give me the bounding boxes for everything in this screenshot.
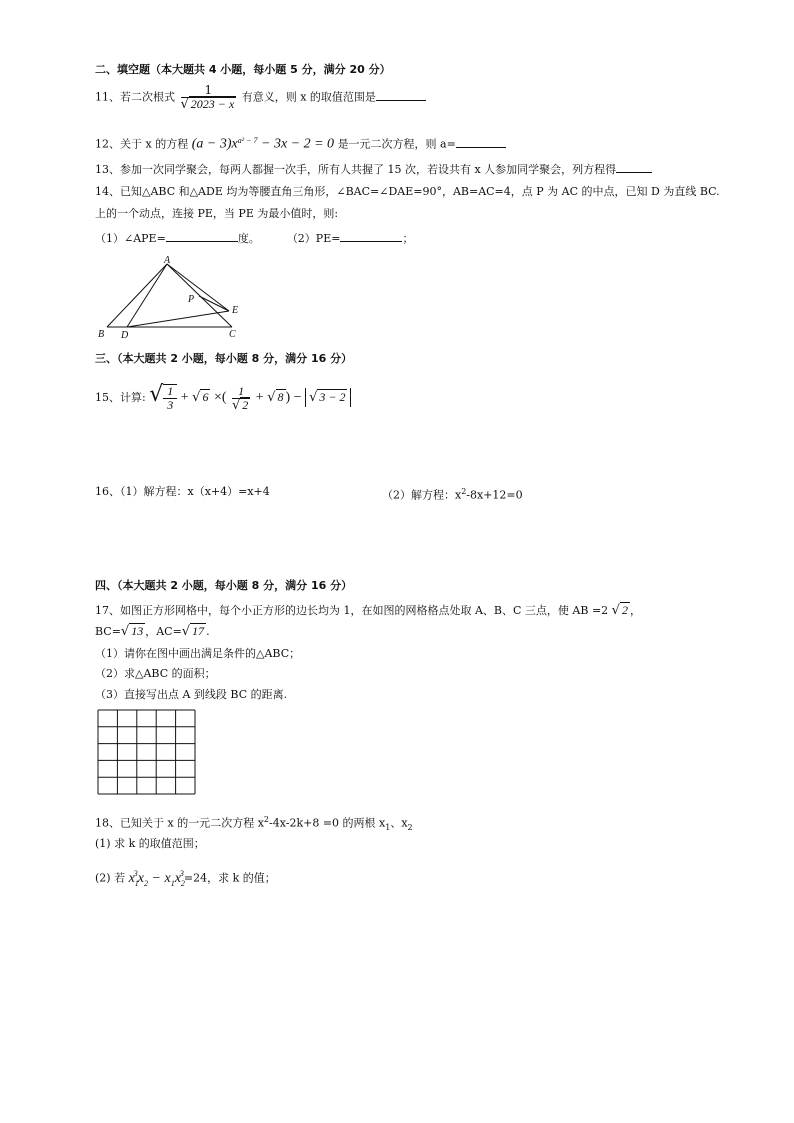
q15-sqrt-six: √ 6 — [192, 390, 209, 405]
segment-ad — [127, 264, 167, 327]
section4-heading: 四、（本大题共 2 小题，每小题 8 分，满分 16 分） — [95, 579, 353, 592]
q17-item-3: （3）直接写出点 A 到线段 BC 的距离. — [95, 688, 288, 701]
q17-item-1: （1）请你在图中画出满足条件的△ABC； — [95, 647, 301, 660]
q11-fraction — [181, 84, 237, 111]
label-b: B — [98, 329, 105, 340]
q11-numerator: 1 — [181, 84, 237, 98]
question-15: 15、计算: √ $\frac{1}{3}$ + √ 6 ×( $\frac{1}{√ 2}$ + √ 8 ) − √ 3 − 2 — [95, 378, 351, 415]
q14-part2-blank[interactable] — [340, 230, 402, 242]
q17-line1-end: ， — [629, 604, 641, 617]
q17-sqrt-ac: √ 17 — [181, 624, 205, 639]
q16-part1: 16、（1）解方程：x（x+4）=x+4 — [95, 485, 270, 498]
q17-line2 — [95, 623, 210, 640]
q15-prefix: 15、计算: — [95, 391, 146, 404]
q17-item-2: （2）求△ABC 的面积； — [95, 667, 216, 680]
q16-part2-prefix: （2）解方程：x — [382, 488, 462, 502]
q14-part1-label: （1）∠APE= — [95, 232, 166, 245]
q17-ac-label: ，AC= — [145, 625, 182, 638]
q18-item2-suffix: =24，求 k 的值； — [183, 871, 276, 885]
q18-item-1: (1) 求 k 的取值范围； — [95, 837, 205, 850]
label-e: E — [232, 305, 239, 316]
question-11 — [95, 84, 426, 111]
section2-heading: 二、填空题（本大题共 4 小题，每小题 5 分，满分 20 分） — [95, 63, 391, 76]
question-13 — [95, 161, 652, 178]
q18-exponent: 2 — [263, 815, 269, 824]
q18-expression: $x_1^3x_2 - x_1x_2^3$ — [128, 869, 185, 888]
segment-ae — [167, 264, 229, 311]
q18-prefix: 18、已知关于 x 的一元二次方程 x — [95, 816, 264, 830]
q14-triangle-figure — [95, 255, 265, 345]
q12-expr-a: (a − 3)x — [191, 136, 238, 152]
q12-suffix: 是一元二次方程，则 a= — [337, 137, 456, 151]
label-a: A — [164, 255, 171, 266]
question-12 — [95, 133, 506, 153]
segment-ab — [107, 264, 167, 327]
q14-part1-blank[interactable] — [166, 230, 238, 242]
q12-expr-rest: − 3x − 2 = 0 — [257, 136, 335, 152]
q15-fraction: $\frac{1}{√ 2}$ — [232, 383, 249, 413]
label-d: D — [121, 330, 129, 341]
q14-part2-label: （2）PE= — [286, 232, 341, 245]
q18-sub1: 1 — [385, 822, 391, 832]
q16-part2 — [382, 484, 523, 504]
q18-line1 — [95, 812, 413, 836]
q14-part1-unit: 度。 — [237, 232, 260, 245]
q14-line1: 14、已知△ABC 和△ADE 均为等腰直角三角形，∠BAC=∠DAE=90°，AB=AC=4，点 P 为 AC 的中点，已知 D 为直线 BC. — [95, 185, 720, 198]
q14-line2: 上的一个动点，连接 PE，当 PE 为最小值时，则: — [95, 207, 339, 220]
q17-square-grid[interactable] — [97, 709, 197, 795]
segment-ac — [167, 264, 232, 327]
q17-bc-label: BC= — [95, 625, 121, 638]
q11-denominator: √ 2023 − x — [180, 97, 235, 112]
q17-sqrt-ab: √ 2 — [611, 603, 628, 618]
q17-line1-prefix: 17、如图正方形网格中，每个小正方形的边长均为 1，在如图的网格格点处取 A、B、C 三点，使 AB =2 — [95, 604, 609, 617]
q18-sep: 、x — [390, 816, 408, 830]
q12-prefix: 12、关于 x 的方程 — [95, 137, 189, 151]
q11-answer-blank[interactable] — [376, 89, 426, 101]
segment-pe — [199, 296, 229, 311]
q11-suffix: 有意义，则 x 的取值范围是 — [241, 90, 376, 104]
q13-answer-blank[interactable] — [616, 161, 652, 173]
q18-sub2: 2 — [407, 822, 413, 832]
q12-answer-blank[interactable] — [456, 136, 506, 148]
q16-part2-rest: -8x+12=0 — [466, 488, 523, 502]
question-16 — [95, 484, 270, 500]
q11-radicand: 2023 − x — [190, 97, 235, 111]
q14-part2-end: ； — [402, 232, 414, 245]
q15-sqrt-one-third: √ $\frac{1}{3}$ — [149, 378, 177, 415]
label-c: C — [229, 329, 236, 340]
label-p: P — [188, 294, 195, 305]
q11-prefix: 11、若二次根式 — [95, 90, 175, 104]
q15-absolute-value: √ 3 − 2 — [305, 388, 351, 407]
q17-line1 — [95, 602, 641, 619]
q16-part2-exponent: 2 — [461, 487, 467, 496]
q12-exponent: a² − 7 — [237, 136, 258, 145]
q13-text: 13、参加一次同学聚会，每两人都握一次手，所有人共握了 15 次，若设共有 x 人参加同学聚会，列方程得 — [95, 163, 617, 176]
q18-rest: -4x-2k+8 =0 的两根 x — [269, 816, 386, 830]
q14-parts — [95, 230, 413, 247]
q17-sqrt-bc: √ 13 — [120, 624, 144, 639]
section3-heading: 三、（本大题共 2 小题，每小题 8 分，满分 16 分） — [95, 352, 353, 365]
q18-item2-prefix: (2) 若 — [95, 871, 126, 885]
q15-sqrt-eight: √ 8 — [267, 390, 284, 405]
q17-line2-end: . — [206, 625, 210, 638]
segment-de — [127, 311, 229, 327]
q18-item-2 — [95, 866, 276, 891]
